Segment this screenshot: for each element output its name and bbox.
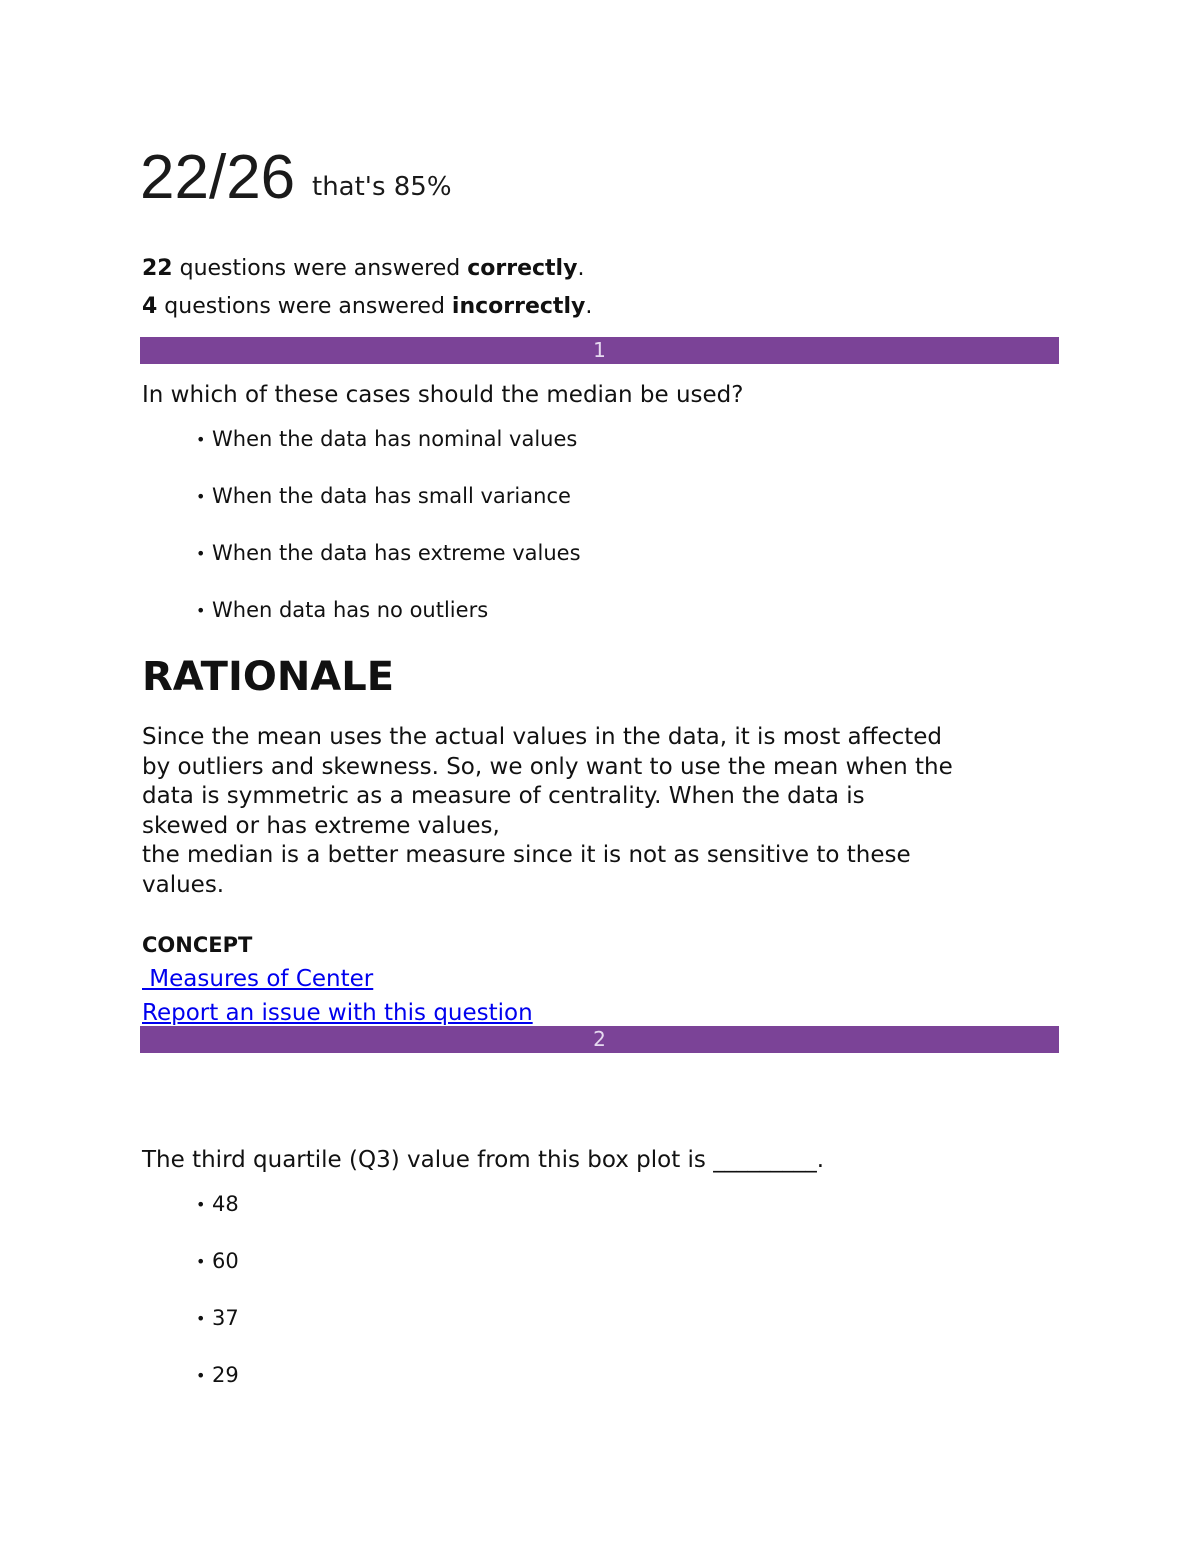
correct-word: correctly [467, 256, 578, 281]
answer-option-label: When the data has small variance [212, 484, 571, 508]
bullet-icon: • [196, 601, 206, 620]
answer-option[interactable] [196, 481, 581, 538]
answer-option[interactable] [196, 538, 581, 595]
question-1-options [196, 424, 581, 652]
answer-option[interactable] [196, 424, 581, 481]
concept-label: CONCEPT [142, 933, 253, 957]
question-1-text: In which of these cases should the median be used? [142, 382, 744, 408]
bullet-icon: • [196, 1309, 206, 1328]
rationale-line: data is symmetric as a measure of centrality. When the data is [142, 783, 865, 810]
answer-option-label: 37 [212, 1306, 239, 1330]
rationale-line: the median is a better measure since it is not as sensitive to these [142, 842, 911, 869]
report-issue-link[interactable]: Report an issue with this question [142, 1000, 533, 1026]
answer-option-label: 29 [212, 1363, 239, 1387]
incorrect-summary-text: questions were answered [157, 294, 452, 319]
bullet-icon: • [196, 1252, 206, 1271]
correct-period: . [577, 256, 585, 281]
answer-option-label: When the data has nominal values [212, 427, 578, 451]
correct-summary [142, 254, 584, 284]
answer-option-label: When the data has extreme values [212, 541, 581, 565]
question-2-header-bar: 2 [140, 1026, 1059, 1053]
bullet-icon: • [196, 1195, 206, 1214]
rationale-body [142, 723, 1072, 901]
rationale-heading: RATIONALE [142, 654, 395, 700]
correct-summary-text: questions were answered [172, 256, 468, 281]
incorrect-word: incorrectly [451, 294, 586, 319]
bullet-icon: • [196, 544, 206, 563]
bullet-icon: • [196, 430, 206, 449]
concept-link[interactable]: Measures of Center [142, 966, 374, 992]
question-1-header-bar: 1 [140, 337, 1059, 364]
incorrect-summary [142, 292, 592, 322]
incorrect-period: . [585, 294, 593, 319]
rationale-line: by outliers and skewness. So, we only want to use the mean when the [142, 753, 953, 780]
correct-count: 22 [142, 256, 173, 281]
bullet-icon: • [196, 487, 206, 506]
rationale-line: skewed or has extreme values, [142, 812, 500, 839]
answer-option[interactable] [196, 1246, 239, 1303]
answer-option[interactable] [196, 595, 581, 652]
question-2-options [196, 1189, 239, 1417]
rationale-line: Since the mean uses the actual values in the data, it is most affected [142, 724, 943, 750]
answer-option-label: 60 [212, 1249, 239, 1273]
score-percent: that's 85% [312, 172, 452, 202]
score-fraction: 22/26 [140, 143, 296, 212]
incorrect-count: 4 [142, 294, 158, 319]
answer-option[interactable] [196, 1360, 239, 1417]
answer-option-label: When data has no outliers [212, 598, 489, 622]
answer-option[interactable] [196, 1303, 239, 1360]
bullet-icon: • [196, 1366, 206, 1385]
answer-option[interactable] [196, 1189, 239, 1246]
answer-option-label: 48 [212, 1192, 239, 1216]
rationale-line: values. [142, 871, 225, 898]
question-2-text: The third quartile (Q3) value from this box plot is _________. [142, 1147, 825, 1173]
